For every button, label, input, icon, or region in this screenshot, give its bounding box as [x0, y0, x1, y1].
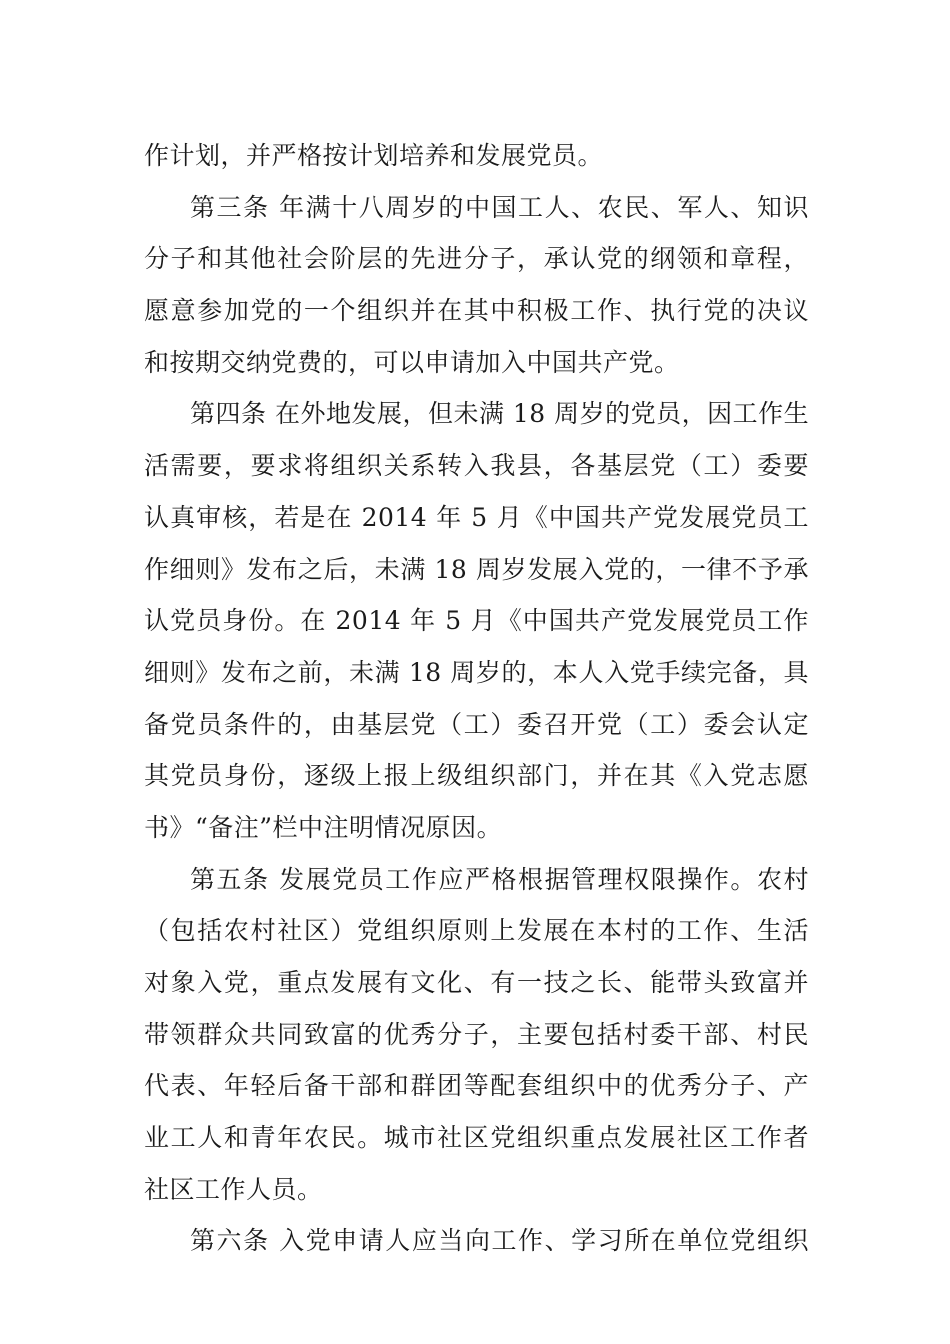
text-line: 细则》发布之前，未满 18 周岁的，本人入党手续完备，具 [144, 657, 809, 687]
text-line: 第四条 在外地发展，但未满 18 周岁的党员，因工作生 [190, 399, 809, 429]
text-line: 业工人和青年农民。城市社区党组织重点发展社区工作者 [144, 1123, 809, 1153]
text-line: 和按期交纳党费的，可以申请加入中国共产党。 [144, 347, 680, 377]
text-line: 备党员条件的，由基层党（工）委召开党（工）委会认定 [144, 709, 809, 739]
text-line: （包括农村社区）党组织原则上发展在本村的工作、生活 [144, 916, 809, 946]
text-line: 活需要，要求将组织关系转入我县，各基层党（工）委要 [144, 451, 809, 481]
text-line: 作计划，并严格按计划培养和发展党员。 [144, 141, 604, 170]
text-line: 第五条 发展党员工作应严格根据管理权限操作。农村 [190, 864, 809, 894]
text-line: 带领群众共同致富的优秀分子，主要包括村委干部、村民 [144, 1019, 809, 1049]
text-line: 分子和其他社会阶层的先进分子，承认党的纲领和章程， [144, 244, 809, 274]
text-line: 对象入党，重点发展有文化、有一技之长、能带头致富并 [144, 968, 809, 997]
text-line: 愿意参加党的一个组织并在其中积极工作、执行党的决议 [144, 296, 809, 326]
text-line: 认党员身份。在 2014 年 5 月《中国共产党发展党员工作 [144, 606, 809, 636]
text-line: 第三条 年满十八周岁的中国工人、农民、军人、知识 [190, 192, 809, 222]
text-line: 认真审核，若是在 2014 年 5 月《中国共产党发展党员工 [144, 502, 809, 532]
text-line: 社区工作人员。 [144, 1174, 323, 1204]
text-line: 其党员身份，逐级上报上级组织部门，并在其《入党志愿 [144, 761, 809, 791]
text-line: 代表、年轻后备干部和群团等配套组织中的优秀分子、产 [144, 1071, 809, 1101]
text-line: 书》“备注”栏中注明情况原因。 [144, 812, 503, 842]
text-line: 作细则》发布之后，未满 18 周岁发展入党的，一律不予承 [144, 554, 809, 584]
document-body [144, 130, 809, 1267]
text-line: 第六条 入党申请人应当向工作、学习所在单位党组织 [190, 1226, 809, 1256]
